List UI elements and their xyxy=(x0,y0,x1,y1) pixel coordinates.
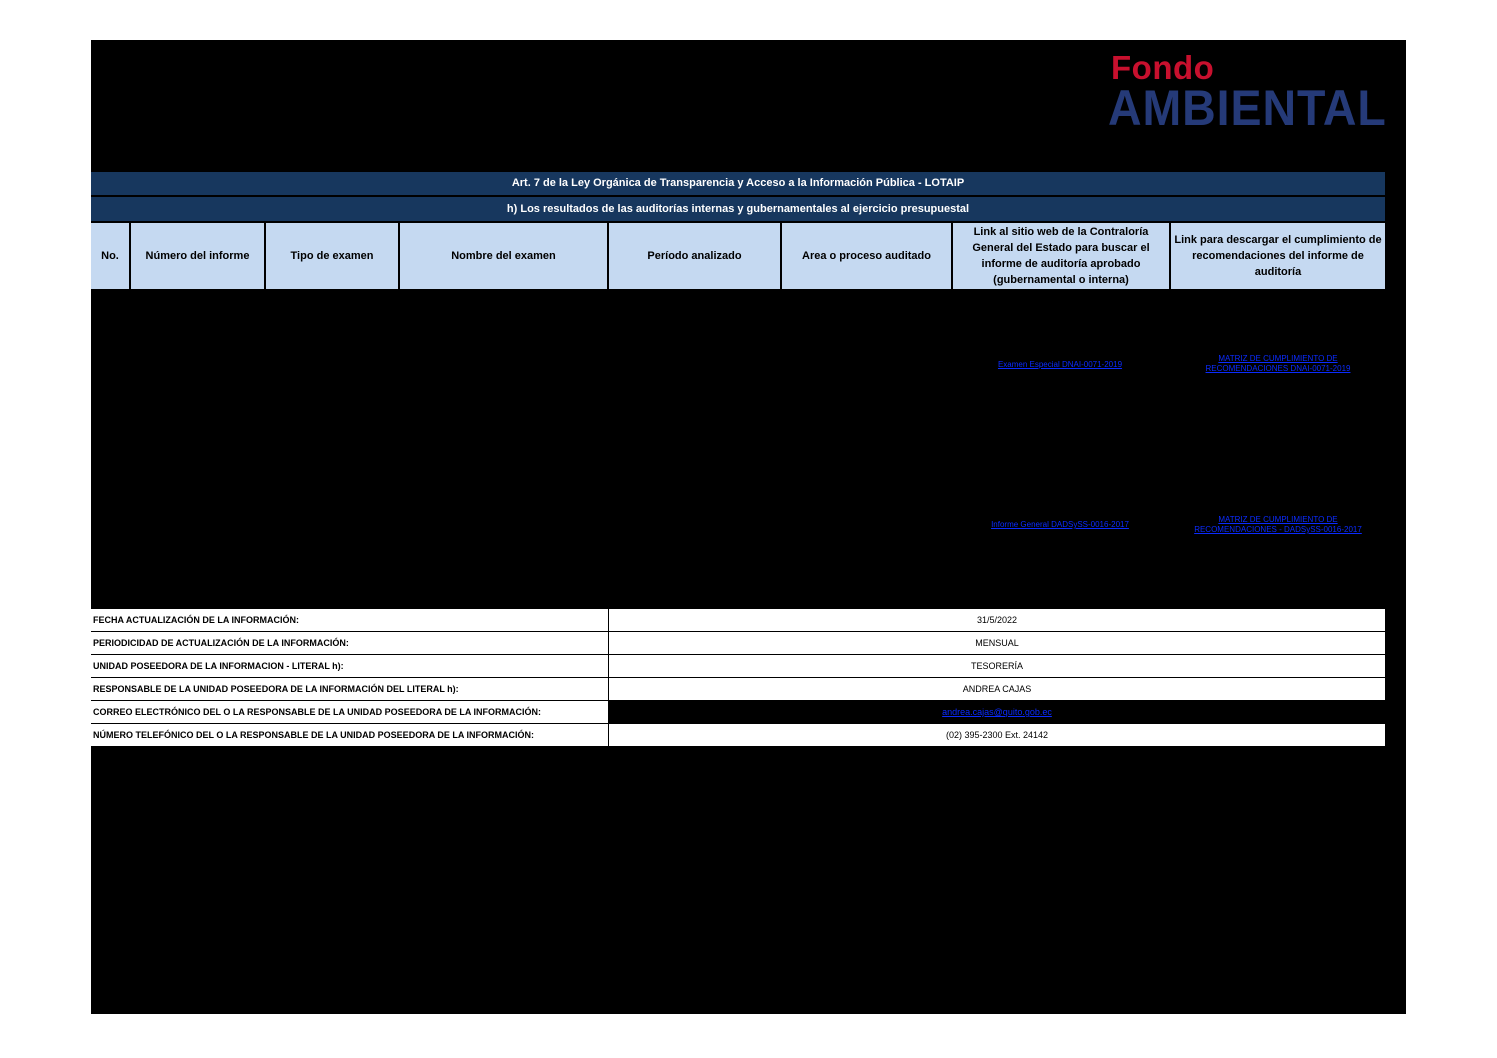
row1-report-link[interactable]: Examen Especial DNAI-0071-2019 xyxy=(997,360,1123,369)
footer-row-unit xyxy=(91,655,1385,678)
periodicity-value: MENSUAL xyxy=(609,632,1385,655)
footer-row-email xyxy=(91,701,1385,724)
responsible-value: ANDREA CAJAS xyxy=(609,678,1385,701)
phone-value: (02) 395-2300 Ext. 24142 xyxy=(609,724,1385,747)
unit-value: TESORERÍA xyxy=(609,655,1385,678)
row2-report-link[interactable]: Informe General DADSySS-0016-2017 xyxy=(991,520,1129,529)
row2-compliance-link[interactable]: MATRIZ DE CUMPLIMIENTO DE RECOMENDACIONES - DADSySS-0016-2017 xyxy=(1194,515,1362,534)
phone-label: NÚMERO TELEFÓNICO DEL O LA RESPONSABLE DE LA UNIDAD POSEEDORA DE LA INFORMACIÓN: xyxy=(91,724,609,747)
col-report-number: Número del informe xyxy=(131,223,266,289)
update-date-value: 31/5/2022 xyxy=(609,609,1385,632)
footer-row-periodicity xyxy=(91,632,1385,655)
email-link[interactable]: andrea.cajas@quito.gob.ec xyxy=(942,707,1052,717)
col-area: Area o proceso auditado xyxy=(782,223,953,289)
responsible-label: RESPONSABLE DE LA UNIDAD POSEEDORA DE LA INFORMACIÓN DEL LITERAL h): xyxy=(91,678,609,701)
col-exam-name: Nombre del examen xyxy=(400,223,609,289)
table-header xyxy=(91,223,1385,289)
email-value-cell xyxy=(609,701,1385,724)
footer-row-update-date xyxy=(91,609,1385,632)
col-no: No. xyxy=(91,223,131,289)
unit-label: UNIDAD POSEEDORA DE LA INFORMACION - LITERAL h): xyxy=(91,655,609,678)
info-footer xyxy=(91,609,1385,747)
col-contraloria-link: Link al sitio web de la Contraloría General del Estado para buscar el informe de auditoría aprobado (gubernamental o interna) xyxy=(953,223,1171,289)
logo-fondo: Fondo xyxy=(1111,49,1215,86)
law-banner: Art. 7 de la Ley Orgánica de Transparencia y Acceso a la Información Pública - LOTAIP xyxy=(91,172,1385,195)
row1-compliance-link[interactable]: MATRIZ DE CUMPLIMIENTO DE RECOMENDACIONES DNAI-0071-2019 xyxy=(1205,354,1351,373)
logo-ambiental: AMBIENTAL xyxy=(1108,80,1387,136)
col-compliance-link: Link para descargar el cumplimiento de recomendaciones del informe de auditoría xyxy=(1171,223,1385,289)
col-exam-type: Tipo de examen xyxy=(266,223,400,289)
footer-row-phone xyxy=(91,724,1385,747)
footer-row-responsible xyxy=(91,678,1385,701)
periodicity-label: PERIODICIDAD DE ACTUALIZACIÓN DE LA INFORMACIÓN: xyxy=(91,632,609,655)
email-label: CORREO ELECTRÓNICO DEL O LA RESPONSABLE DE LA UNIDAD POSEEDORA DE LA INFORMACIÓN: xyxy=(91,701,609,724)
col-period: Período analizado xyxy=(609,223,782,289)
literal-banner: h) Los resultados de las auditorías internas y gubernamentales al ejercicio presupuestal xyxy=(91,197,1385,221)
update-date-label: FECHA ACTUALIZACIÓN DE LA INFORMACIÓN: xyxy=(91,609,609,632)
fondo-ambiental-logo xyxy=(1108,50,1398,135)
